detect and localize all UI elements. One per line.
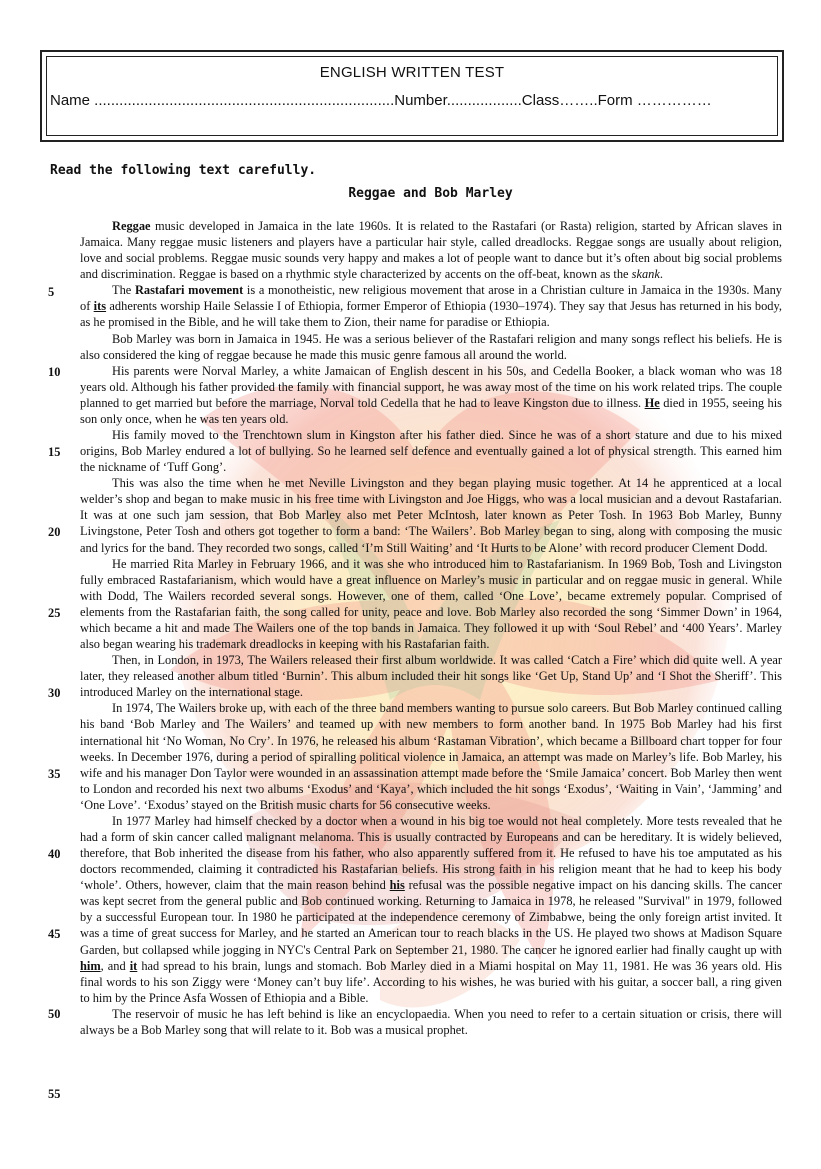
paragraph: This was also the time when he met Neville Livingston and they began playing music together. At 14 he apprenticed at a local welder’s shop and began to make music in his free time with Livingston and Joe Higgs, who was a local musician and a devout Rastafarian. It was at one such jam session, that Bob Marley also met Peter McIntosh, later known as Peter Tosh. In 1963 Bob Marley, Bunny Livingstone, Peter Tosh and others got together to form a band: ‘The Wailers’. Bob Marley began to sing, along with composing the music and lyrics for the band. They recorded two songs, called ‘I’m Still Waiting’ and ‘It Hurts to be Alone’ with record producer Clement Dodd. — [80, 476, 782, 555]
line-number: 40 — [48, 847, 61, 861]
student-info-fields: Name ........................................................................Number..................Class……..Form …………… — [50, 92, 712, 109]
line-number: 25 — [48, 606, 61, 620]
keyword-rastafari: Rastafari movement — [134, 283, 244, 298]
line-number: 45 — [48, 927, 61, 941]
line-number: 10 — [48, 365, 61, 379]
paragraph: His family moved to the Trenchtown slum in Kingston after his father died. Since he was of a short stature and due to his mixed origins, Bob Marley endured a lot of bullying. So he learned self defence and eventually gained a lot of physical strength. This earned him the nickname of ‘Tuff Gong’. — [80, 428, 782, 475]
paragraph: Reggae music developed in Jamaica in the late 1960s. It is related to the Rastafari (or Rasta) religion, started by African slaves in Jamaica. Many reggae music listeners and players have a particular hair style, called dreadlocks. Reggae songs are usually about religion, love and social problems. Reggae music sounds very happy and makes a lot of people want to dance but it’s often about big social problems and discrimination. Reggae is based on a rhythmic style characterized by accents on the off-beat, known as the skank. — [80, 219, 782, 282]
reading-instruction: Read the following text carefully. — [50, 163, 317, 178]
line-number: 20 — [48, 525, 61, 539]
line-number: 30 — [48, 686, 61, 700]
paragraph: In 1974, The Wailers broke up, with each of the three band members wanting to pursue solo careers. But Bob Marley continued calling his band ‘Bob Marley and The Wailers’ and teamed up with new members to form another band. In 1975 Bob Marley had his first international hit ‘No Woman, No Cry’. In 1976, he released his album ‘Rastaman Vibration’, which became a Billboard chart topper for four weeks. In December 1976, during a period of spiralling political violence in Jamaica, an attempt was made on Marley’s life. Bob Marley, his wife and his manager Don Taylor were wounded in an assassination attempt made before the ‘Smile Jamaica’ concert. Bob Marley then went to London and recorded his next two albums ‘Exodus’ and ‘Kaya’, which included the hit songs ‘Exodus’, ‘Waiting in Vain’, ‘Jamming’ and ‘One Love’. ‘Exodus’ stayed on the British music charts for 56 consecutive weeks. — [80, 701, 782, 812]
line-number: 50 — [48, 1007, 61, 1021]
underlined-reference-it: it — [129, 958, 138, 973]
paragraph: His parents were Norval Marley, a white Jamaican of English descent in his 50s, and Cedella Booker, a black woman who was 18 years old. Although his father provided the family with financial support, he was away most of the time on his work related trips. The couple planned to get married but before the marriage, Norval told Cedella that he had to leave Kingston due to illness. He died in 1955, seeing his son only once, when he was ten years old. — [80, 363, 782, 426]
line-number: 15 — [48, 445, 61, 459]
underlined-reference-he: He — [644, 395, 660, 410]
term-skank: skank — [631, 267, 660, 282]
line-number: 5 — [48, 285, 55, 299]
paragraph: In 1977 Marley had himself checked by a doctor when a wound in his big toe would not heal completely. More tests revealed that he had a form of skin cancer called malignant melanoma. This is usually contracted by Europeans and can be hereditary. It is widely believed, therefore, that Bob inherited the disease from his father, who also apparently suffered from it. He refused to have his toe amputated as his doctors recommended, claiming it contradicted his Rastafarian beliefs. His strong faith in his religion meant that he had to keep his body ‘whole’. Others, however, claim that the main reason behind his refusal was the possible negative impact on his dancing skills. The cancer was kept secret from the general public and Bob continued working. Returning to Jamaica in 1978, he released "Survival" in 1979, followed by a successful European tour. In 1980 he participated at the independence ceremony of Zimbabwe, being the only foreign artist invited. It was a time of great success for Marley, and he started an American tour to reach blacks in the US. He played two shows at Madison Square Garden, but collapsed while jogging in NYC's Central Park on September 21, 1980. The cancer he ignored earlier had finally caught up with him, and it had spread to his brain, lungs and stomach. Bob Marley died in a Miami hospital on May 11, 1981. He was 36 years old. His final words to his son Ziggy were ‘Money can’t buy life’. According to his wishes, he was buried with his guitar, a soccer ball, a ring given to him by the Prince Asfa Wossen of Ethiopia and a Bible. — [80, 813, 782, 1005]
text-title — [0, 186, 821, 201]
underlined-reference-his: his — [389, 878, 405, 893]
test-title: ENGLISH WRITTEN TEST — [319, 64, 505, 81]
line-number: 55 — [48, 1087, 61, 1101]
paragraph: The Rastafari movement is a monotheistic, new religious movement that arose in a Christian culture in Jamaica in the 1930s. Many of its adherents worship Haile Selassie I of Ethiopia, former Emperor of Ethiopia (1930–1974). They say that Jesus has returned in his body, as he promised in the Bible, and he will take them to Zion, their name for paradise or Ethiopia. — [80, 283, 782, 330]
paragraph: Bob Marley was born in Jamaica in 1945. He was a serious believer of the Rastafari religion and many songs reflect his beliefs. He is also considered the king of reggae because he made this music genre famous all around the world. — [80, 331, 782, 362]
line-number: 35 — [48, 767, 61, 781]
test-header-box — [40, 50, 784, 142]
reading-text — [80, 218, 782, 1038]
underlined-reference-its: its — [93, 299, 107, 314]
keyword-reggae: Reggae — [112, 219, 151, 233]
paragraph: The reservoir of music he has left behind is like an encyclopaedia. When you need to refer to a certain situation or crisis, there will always be a Bob Marley song that will relate to it. Bob was a musical prophet. — [80, 1006, 782, 1037]
text-title-label: Reggae and Bob Marley — [348, 186, 513, 201]
paragraph: Then, in London, in 1973, The Wailers released their first album worldwide. It was called ‘Catch a Fire’ which did quite well. A year later, they released another album titled ‘Burnin’. This album included their hit songs like ‘Get Up, Stand Up’ and ‘I Shot the Sheriff’. This introduced Marley on the international stage. — [80, 653, 782, 700]
underlined-reference-him: him — [80, 958, 101, 973]
paragraph: He married Rita Marley in February 1966, and it was she who introduced him to Rastafarianism. In 1969 Bob, Tosh and Livingston fully embraced Rastafarianism, which would have a great influence on Marley’s music in particular and on reggae music in general. While with Dodd, The Wailers recorded several songs. However, one of them, called ‘One Love’, became extremely popular. Comprised of elements from the Rastafarian faith, the song called for unity, peace and love. Bob Marley also recorded the song ‘Simmer Down’ in 1964, which became a hit and made The Wailers one of the top bands in Jamaica. They followed it up with ‘Soul Rebel’ and ‘400 Years’. Marley also began wearing his trademark dreadlocks in keeping with his Rastafarian faith. — [80, 556, 782, 652]
